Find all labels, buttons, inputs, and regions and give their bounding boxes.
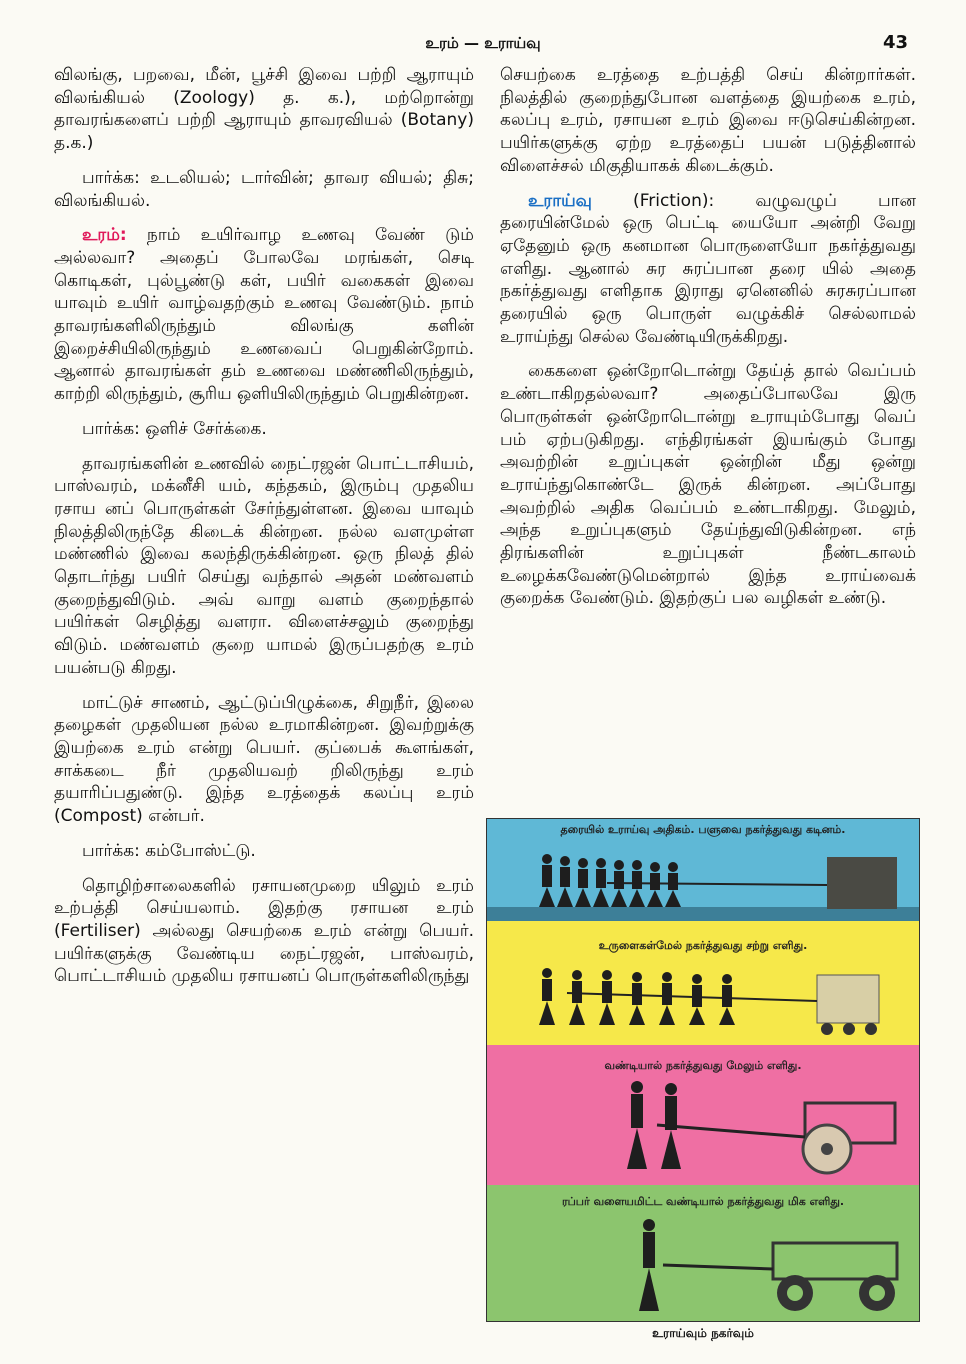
paragraph: மாட்டுச் சாணம், ஆட்டுப்பிழுக்கை, சிறுநீர், இலை தழைகள் முதலியன நல்ல உரமாகின்றன. இவற்றுக்கு இயற்கை உரம் என்று பெயர். குப்பைக் கூளங்கள், சாக்கடை நீர் முதலியவற் றிலிருந்து உரம் தயாரிப்பதுண்டு. இந்த உரத்தைக் கலப்பு உரம் (Compost) என்பர். xyxy=(54,692,474,827)
headword-uram: உரம்: xyxy=(82,225,127,246)
see-also: பார்க்க: ஒளிச் சேர்க்கை. xyxy=(82,418,267,439)
right-column xyxy=(500,64,916,622)
see-also: பார்க்க: உடலியல்; டார்வின்; தாவர வியல்; திசு; விலங்கியல். xyxy=(54,167,474,211)
see-also: பார்க்க: கம்போஸ்ட்டு. xyxy=(82,840,256,861)
paragraph: நாம் உயிர்வாழ உணவு வேண் டும் அல்லவா? அதைப் போலவே மரங்கள், செடி கொடிகள், புல்பூண்டு கள், பயிர் வகைகள் இவை யாவும் உயிர் வாழ்வதற்கும் உணவு வேண்டும். நாம் தாவரங்களிலிருந்தும் விலங்கு களின் இறைச்சியிலிருந்தும் உணவைப் பெறுகின்றோம். ஆனால் தாவரங்கள் தம் உணவை மண்ணிலிருந்தும், காற்றி லிருந்தும், சூரிய ஒளியிலிருந்தும் பெறுகின்றன. xyxy=(54,225,474,405)
entry-uraivu xyxy=(500,190,916,349)
panel-caption: தரையில் உராய்வு அதிகம். பளுவை நகர்த்துவது கடினம். xyxy=(560,823,846,836)
panel-caption: ரப்பர் வளையமிட்ட வண்டியால் நகர்த்துவது மிக எளிது. xyxy=(561,1195,845,1208)
paragraph: செயற்கை உரத்தை உற்பத்தி செய் கின்றார்கள். நிலத்தில் குறைந்துபோன வளத்தை இயற்கை உரம், கலப்பு உரம், ரசாயன உரம் இவை ஈடுசெய்கின்றன. பயிர்களுக்கு ஏற்ற உரத்தைப் பயன் படுத்தினால் விளைச்சல் மிகுதியாகக் கிடைக்கும். xyxy=(500,65,916,176)
panel-caption: உருளைகள்மேல் நகர்த்துவது சற்று எளிது. xyxy=(598,939,808,952)
headword-uraivu: உராய்வு xyxy=(528,190,592,211)
paragraph: தொழிற்சாலைகளில் ரசாயனமுறை யிலும் உரம் உற்பத்தி செய்யலாம். இதற்கு ரசாயன உரம் (Fertiliser) அல்லது செயற்கை உரம் என்று பெயர். பயிர்களுக்கு வேண்டிய நைட்ரஜன், பாஸ்வரம், பொட்டாசியம் முதலிய ரசாயனப் பொருள்களிலிருந்து xyxy=(54,875,474,987)
running-head xyxy=(0,34,966,56)
paragraph: தாவரங்களின் உணவில் நைட்ரஜன் பொட்டாசியம், பாஸ்வரம், மக்னீசி யம், கந்தகம், இரும்பு முதலிய ரசாய னப் பொருள்கள் சேர்ந்துள்ளன. இவை யாவும் நிலத்திலிருந்தே கிடைக் கின்றன. நல்ல வளமுள்ள மண்ணில் இவை கலந்திருக்கின்றன. ஒரு நிலத் தில் தொடர்ந்து பயிர் செய்து வந்தால் அதன் மண்வளம் குறைந்துவிடும். அவ் வாறு வளம் குறைந்தால் பயிர்கள் செழித்து வளரா. விளைச்சலும் குறைந்து விடும். மண்வளம் குறை யாமல் இருப்பதற்கு உரம் பயன்படு கிறது. xyxy=(54,453,474,678)
figure-caption: உராய்வும் நகர்வும் xyxy=(652,1326,754,1340)
paragraph: (Friction): வழுவழுப் பான தரையின்மேல் ஒரு பெட்டி யையோ அன்றி வேறு ஏதேனும் ஒரு கனமான பொருளையோ நகர்த்துவது எளிது. ஆனால் சுர சுரப்பான தரை யில் அதை நகர்த்துவது எளிதாக இராது ஏனெனில் சுரசுரப்பான தரையில் ஒரு பொருள் வழுக்கிச் செல்லாமல் உராய்ந்து செல்ல வேண்டியிருக்கிறது. xyxy=(500,190,916,347)
panel-caption: வண்டியால் நகர்த்துவது மேலும் எளிது. xyxy=(604,1059,802,1072)
panel-rubber-cart xyxy=(487,1185,919,1321)
left-column xyxy=(54,64,474,1000)
panel-rollers xyxy=(487,921,919,1045)
paragraph: விலங்கு, பறவை, மீன், பூச்சி இவை பற்றி ஆராயும் விலங்கியல் (Zoology) த. க.), மற்றொன்று தாவரங்களைப் பற்றி ஆராயும் தாவரவியல் (Botany) த.க.) xyxy=(54,65,474,154)
paragraph: கைகளை ஒன்றோடொன்று தேய்த் தால் வெப்பம் உண்டாகிறதல்லவா? அதைப்போலவே இரு பொருள்கள் ஒன்றோடொன்று உராயும்போது வெப் பம் ஏற்படுகிறது. எந்திரங்கள் இயங்கும் போது அவற்றின் உறுப்புகள் ஒன்றின் மீது ஒன்று உராய்ந்துகொண்டே இருக் கின்றன. அப்போது அவற்றில் அதிக வெப்பம் உண்டாகிறது. மேலும், அந்த உறுப்புகளும் தேய்ந்துவிடுகின்றன. எந் திரங்களின் உறுப்புகள் நீண்டகாலம் உழைக்கவேண்டுமென்றால் இந்த உராய்வைக் குறைக்க வேண்டும். இதற்குப் பல வழிகள் உண்டு. xyxy=(500,361,916,609)
panel-cart xyxy=(487,1045,919,1185)
friction-illustration xyxy=(486,818,920,1322)
page-number: 43 xyxy=(882,32,908,53)
panel-ground xyxy=(487,819,919,921)
entry-uram xyxy=(54,224,474,406)
running-title: உரம் — உராய்வு xyxy=(425,34,541,52)
